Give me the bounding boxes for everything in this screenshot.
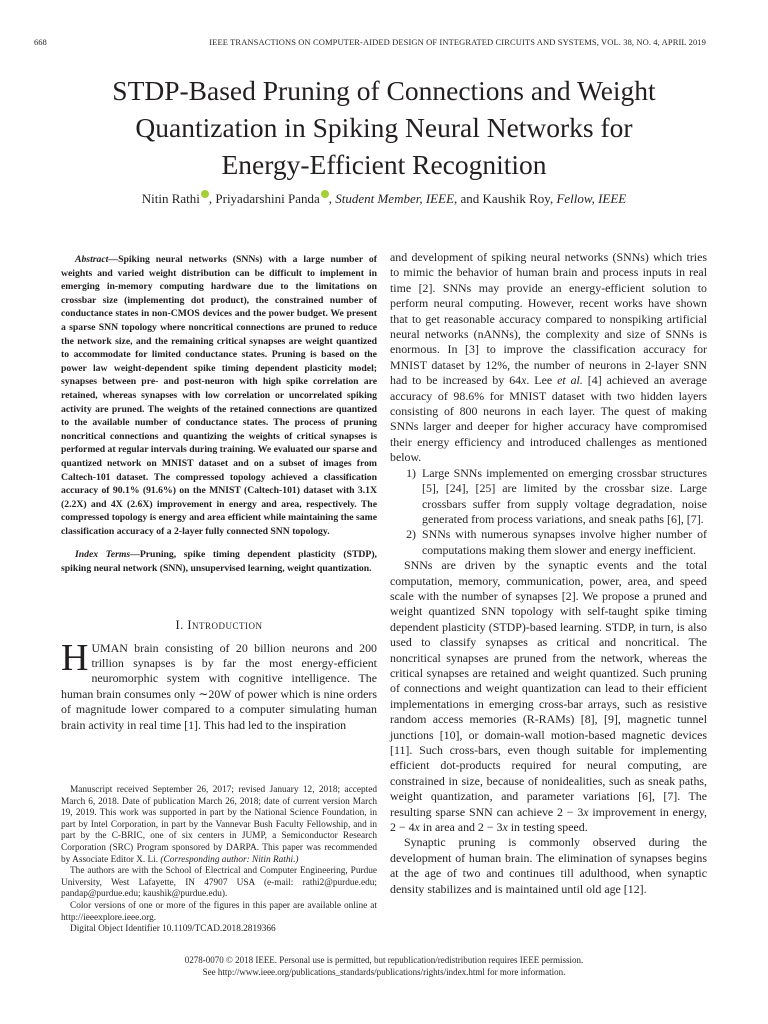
paragraph-text: improvement in energy, 2 − 4 <box>390 804 707 835</box>
author-name: Priyadarshini Panda <box>215 191 320 206</box>
body-paragraph <box>390 250 707 466</box>
list-text: SNNs with numerous synapses involve higher number of computations making them slower and energy inefficient. <box>422 527 707 557</box>
author-name: Nitin Rathi <box>141 191 200 206</box>
membership-note: Student Member, IEEE <box>335 191 455 206</box>
paper-title <box>40 72 728 183</box>
footnote-affiliation: The authors are with the School of Electrical and Computer Engineering, Purdue University, West Lafayette, IN 47907 USA (e-mail: rathi2@purdue.edu; pandap@purdue.edu; kaushik@purdue.edu). <box>61 866 377 900</box>
copyright-notice <box>40 955 728 978</box>
intro-paragraph <box>61 636 377 733</box>
footnote-text: Manuscript received September 26, 2017; revised January 12, 2018; accepted March 6, 2018. Date of publication March 26, 2018; date of current version March 19, 2019. This work was supported in part by the National Science Foundation, in part by Intel Corporation, in part by the Vannevar Bush Faculty Fellowship, and in part by the C-BRIC, one of six centers in JUMP, a Semiconductor Research Corporation (SRC) Program sponsored by DARPA. This paper was recommended by Associate Editor X. Li. <box>61 785 377 865</box>
title-line-2: Quantization in Spiking Neural Networks for <box>135 112 633 143</box>
copyright-line: See http://www.ieee.org/publications_standards/publications/rights/index.html for more information. <box>202 966 566 977</box>
et-al: et al. <box>557 373 583 388</box>
paragraph-text: SNNs are driven by the synaptic events and the total computation, memory, communication, power, area, and speed scale with the number of synapses [2]. We propose a pruned and weight quantized SNN topology with self-taught spike timing dependent plasticity (STDP)-based learning. STDP, in turn, is also used to classify synapses as critical and noncritical. The noncritical synapses are pruned from the network, whereas the critical synapses are retained and weight quantized. Such pruning of connections and weight quantization can lead to their efficient implementations in emerging cross-bar arrays, such as resistive random access memories (R-RAMs) [8], [9], magnetic tunnel junctions [10], or domain-wall motion-based magnetic devices [11]. Such cross-bars, even though suitable for implementing efficient dot-products required for neural computing, are constrained in size, because of nonidealities, such as sneak paths, weight quantization, and parameter variations [6], [7]. The resulting sparse SNN can achieve 2 − 3 <box>390 558 707 819</box>
list-item <box>390 527 707 558</box>
paragraph-text: in testing speed. <box>507 820 588 835</box>
footnotes <box>61 785 377 936</box>
corresponding-author-note: (Corresponding author: Nitin Rathi.) <box>160 854 299 865</box>
abstract-text: —Spiking neural networks (SNNs) with a large number of weights and varied weight distribution can be difficult to implement in emerging in-memory computing hardware due to the limitations on crossbar size (implementing dot product), the constrained number of conductance states in non-CMOS devices and the power budget. We present a sparse SNN topology where noncritical connections are pruned to reduce the network size, and the remaining critical synapses are weight quantized to accommodate for limited conductance states. Pruning is based on the power law weight-dependent spike timing dependent plasticity model; synapses between pre- and post-neuron with high spike correlation are retained, whereas synapses with low correlation or uncorrelated spiking activity are pruned. The weights of the retained connections are quantized to the available number of conductance states. The process of pruning noncritical connections and quantizing the weights of critical synapses is performed at regular intervals during training. We evaluated our sparse and quantized network on MNIST dataset and on a subset of images from Caltech-101 dataset. The compressed topology achieved a classification accuracy of 90.1% (91.6%) on the MNIST (Caltech-101) dataset with 3.1X (2.2X) and 4X (2.6X) improvement in energy and area, respectively. The compressed topology is energy and area efficient while maintaining the same classification accuracy of a 2-layer fully connected SNN topology. <box>61 254 378 537</box>
index-terms-label: Index Terms <box>75 549 131 561</box>
intro-text: UMAN brain consisting of 20 billion neurons and 200 trillion synapses is by far the most energy-efficient neuromorphic system with cognitive intelligence. The human brain consumes only ∼20W of power which is nine orders of magnitude lower compared to a computer simulating human brain activity in real time [1]. This had led to the inspiration <box>61 640 377 732</box>
index-terms <box>61 548 377 575</box>
footnote-doi: Digital Object Identifier 10.1109/TCAD.2018.2819366 <box>70 924 276 935</box>
left-column <box>61 253 377 733</box>
membership-note: Fellow, IEEE <box>556 191 627 206</box>
math-symbol: x <box>414 820 420 835</box>
math-symbol: x <box>521 373 527 388</box>
abstract <box>61 253 377 538</box>
list-item <box>390 466 707 528</box>
section-numeral: I. <box>175 617 188 632</box>
footnote-color-versions: Color versions of one or more of the figures in this paper are available online at http://ieeexplore.ieee.org. <box>61 900 377 923</box>
list-number: 2) <box>406 527 416 542</box>
paragraph-text: . Lee <box>526 373 558 388</box>
footnote-manuscript <box>61 785 377 866</box>
section-heading <box>61 618 377 633</box>
author-conjunction: , and Kaushik Roy, <box>454 191 557 206</box>
paragraph-text: [4] achieved an average accuracy of 98.6% for MNIST dataset with two hidden layers consisting of 800 neurons in each layer. The quest of making SNNs larger and deeper for higher accuracy have compromised their energy efficiency and introduced challenges as mentioned below. <box>390 373 707 465</box>
index-terms-text: —Pruning, spike timing dependent plasticity (STDP), spiking neural network (SNN), unsupervised learning, weight quantization. <box>61 549 377 575</box>
list-number: 1) <box>406 465 416 480</box>
body-paragraph: Synaptic pruning is commonly observed during the development of human brain. The elimination of synapses begins at the age of two and continues till adulthood, when synaptic density stabilizes and is maintained until old age [12]. <box>390 835 707 896</box>
copyright-line: 0278-0070 © 2018 IEEE. Personal use is permitted, but republication/redistribution requires IEEE permission. <box>184 955 584 965</box>
running-head: IEEE TRANSACTIONS ON COMPUTER-AIDED DESIGN OF INTEGRATED CIRCUITS AND SYSTEMS, VOL. 38, NO. 4, APRIL 2019 <box>209 37 706 47</box>
title-line-3: Energy-Efficient Recognition <box>221 149 547 180</box>
body-paragraph <box>390 558 707 835</box>
paragraph-text: and development of spiking neural networks (SNNs) which tries to mimic the behavior of human brain and process inputs in real time [2]. SNNs may provide an energy-efficient solution to perform neural computing. However, recent works have shown that to get reasonable accuracy compared to nonspiking artificial neural networks (nANNs), the complexity and size of SNNs is enormous. In [3] to improve the classification accuracy for MNIST dataset by 12%, the number of neurons in 2-layer SNN had to be increased by 64 <box>390 250 707 388</box>
drop-cap: H <box>61 636 89 679</box>
author-list: Nitin Rathi , Priyadarshini Panda , Student Member, IEEE, and Kaushik Roy, Fellow, IEEE <box>141 191 627 206</box>
orcid-icon[interactable] <box>201 190 209 198</box>
page-number: 668 <box>34 37 47 47</box>
list-text: Large SNNs implemented on emerging crossbar structures [5], [24], [25] are limited by the crossbar size. Large crossbars suffer from supply voltage degradation, noise generated from process variations, and sneak paths [6], [7]. <box>422 465 707 526</box>
orcid-icon[interactable] <box>321 190 329 198</box>
abstract-label: Abstract <box>75 254 109 265</box>
title-line-1: STDP-Based Pruning of Connections and Weight <box>112 75 656 106</box>
right-column <box>390 250 707 897</box>
paragraph-text: in area and 2 − 3 <box>419 820 503 835</box>
math-symbol: x <box>583 804 589 819</box>
math-symbol: x <box>502 820 508 835</box>
section-title: Introduction <box>187 617 263 632</box>
